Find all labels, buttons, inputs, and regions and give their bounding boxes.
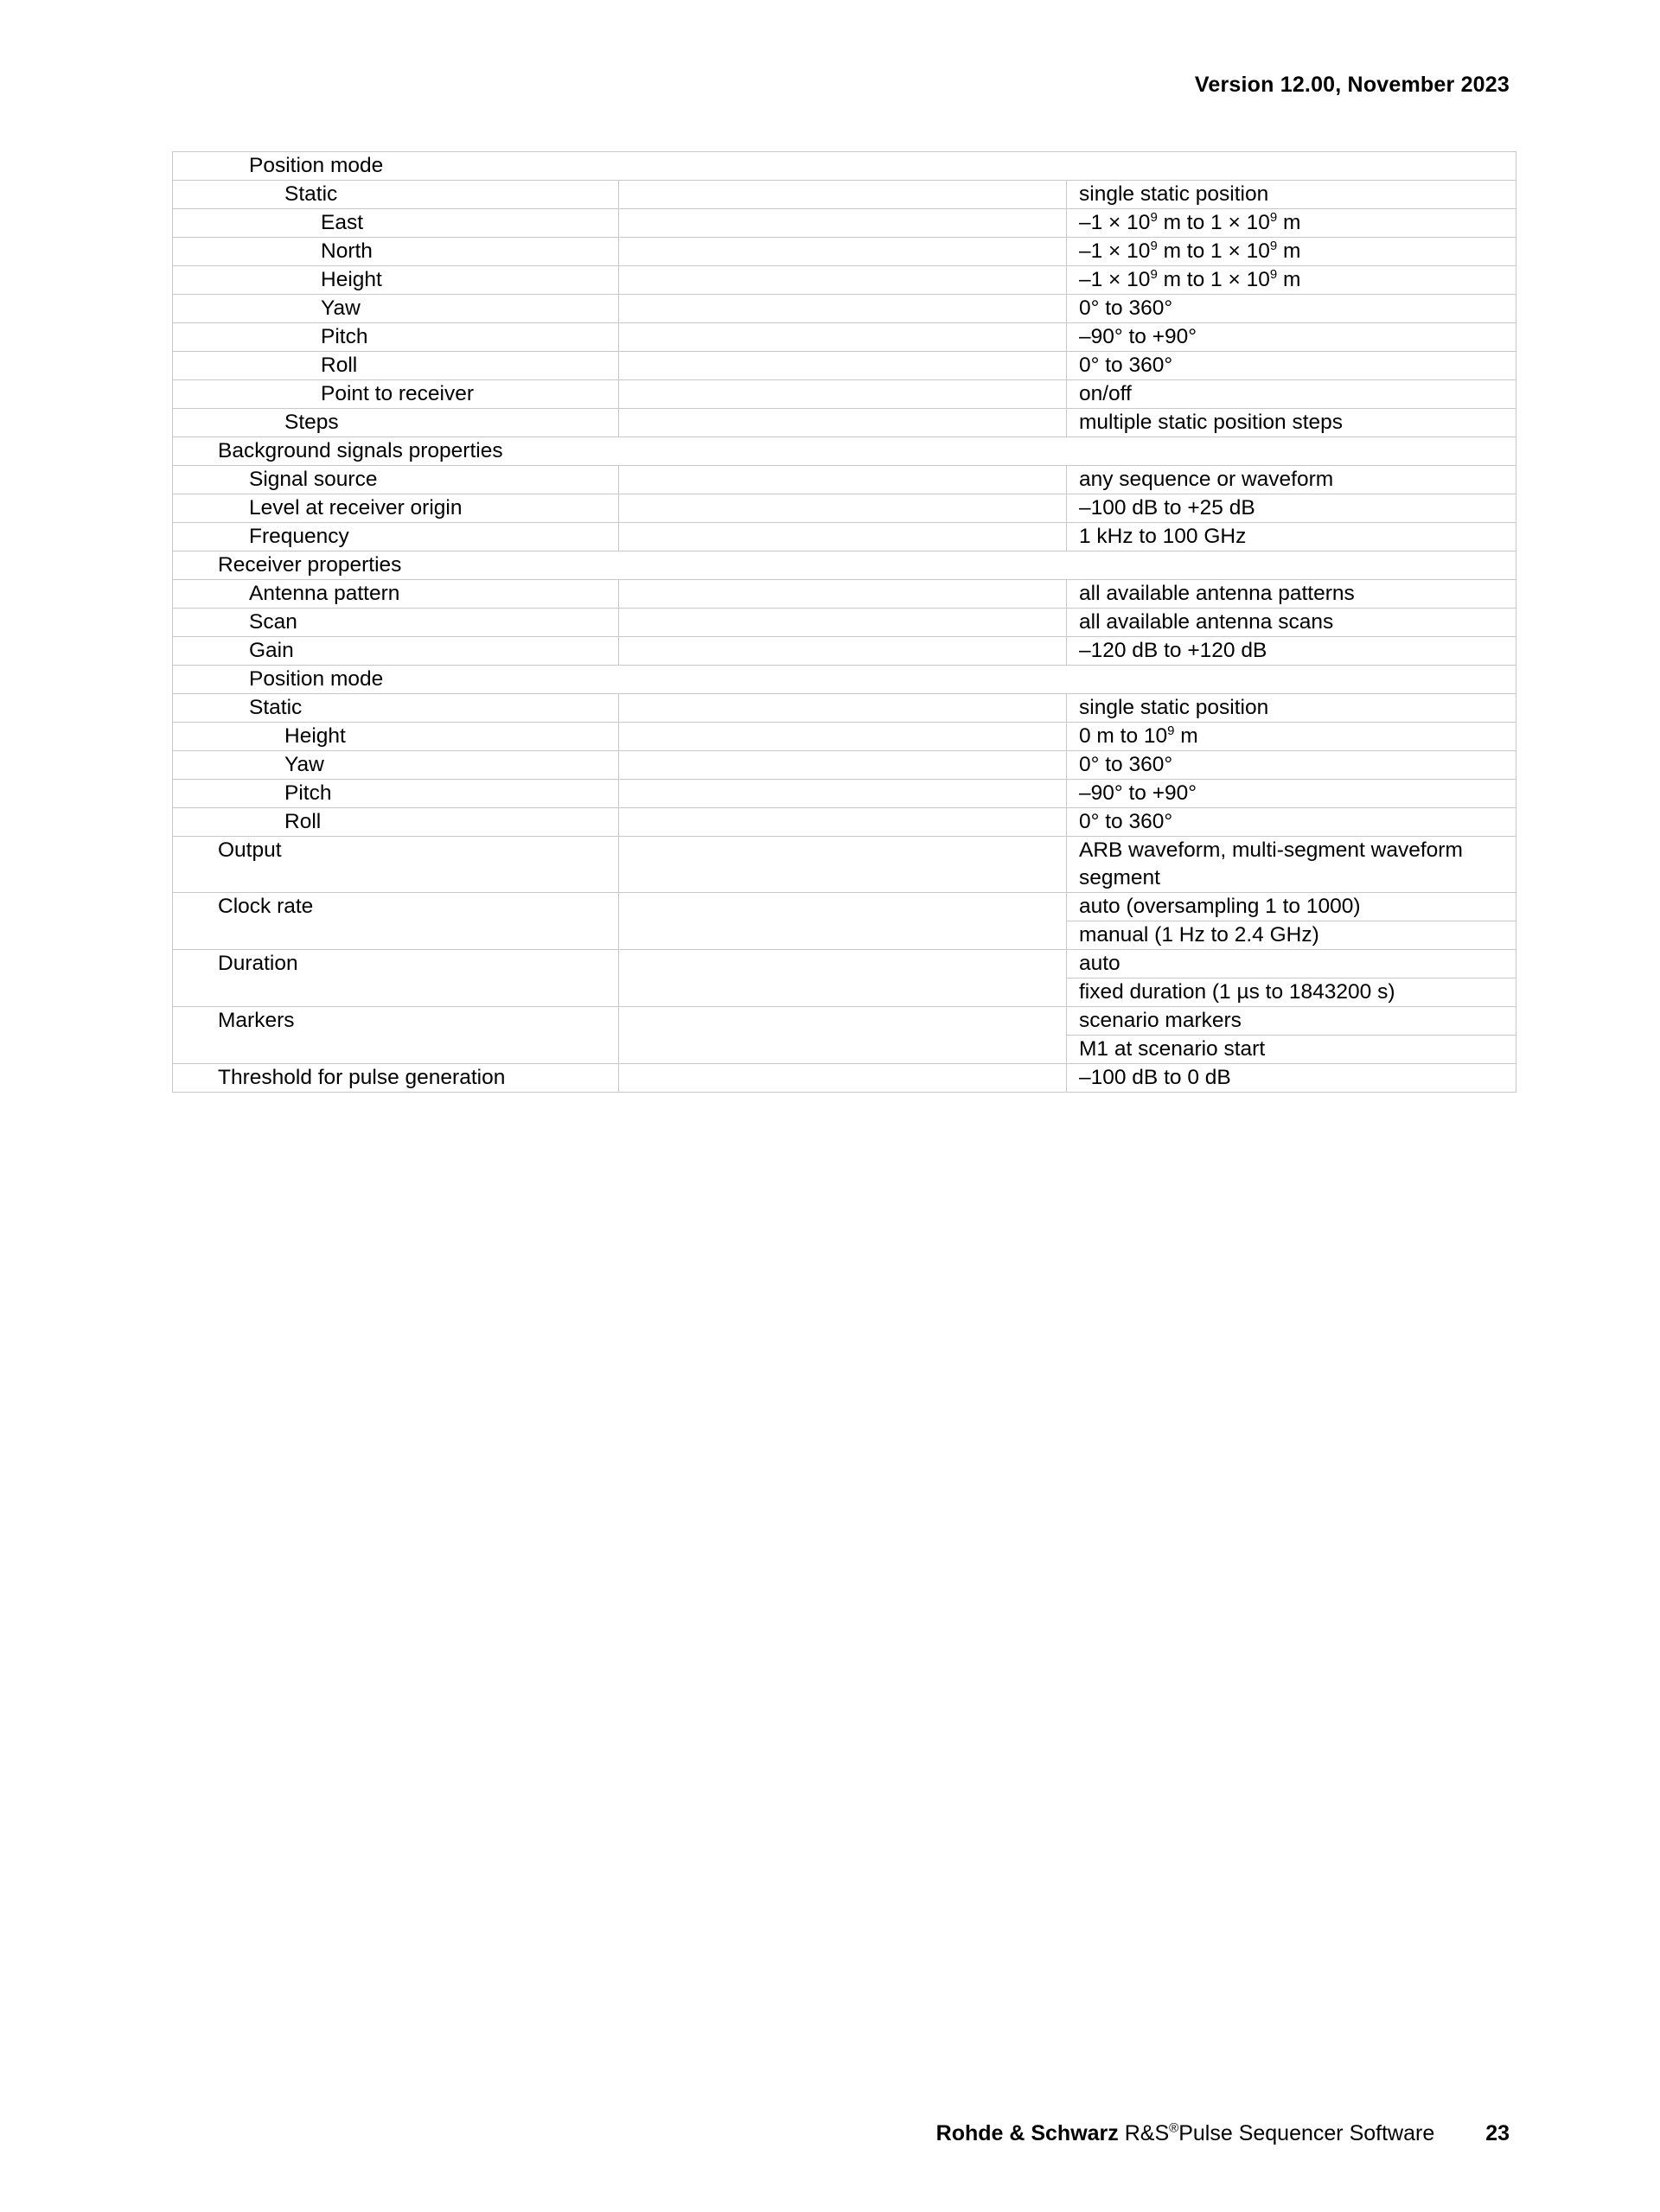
empty-cell <box>619 380 1067 409</box>
footer-brand: Rohde & Schwarz <box>935 2121 1119 2145</box>
spec-value-text: 1 kHz to 100 GHz <box>1079 525 1247 548</box>
section-heading-cell <box>173 152 1516 181</box>
parameter-name: Gain <box>249 639 294 662</box>
parameter-name: Height <box>284 724 346 748</box>
parameter-cell <box>173 950 619 1007</box>
empty-cell <box>619 181 1067 209</box>
section-heading-cell <box>173 666 1516 694</box>
value-cell <box>1067 352 1516 380</box>
empty-cell <box>619 266 1067 295</box>
spec-value-part: m <box>1174 724 1198 748</box>
empty-cell <box>619 837 1067 893</box>
section-heading-cell <box>173 437 1516 466</box>
value-cell <box>1067 921 1516 950</box>
empty-cell <box>619 694 1067 723</box>
empty-cell <box>619 494 1067 523</box>
page-number: 23 <box>1485 2121 1510 2145</box>
spec-value-part: m to 1 × 10 <box>1157 239 1270 263</box>
value-cell <box>1067 323 1516 352</box>
parameter-name: Markers <box>218 1009 295 1032</box>
value-cell <box>1067 609 1516 637</box>
table-row <box>173 409 1516 437</box>
table-row <box>173 580 1516 609</box>
spec-value-text: auto <box>1079 952 1120 975</box>
spec-value-part: –1 × 10 <box>1079 211 1151 234</box>
parameter-cell <box>173 266 619 295</box>
spec-value-text: ARB waveform, multi-segment waveform segment <box>1079 838 1463 889</box>
spec-value-part: m to 1 × 10 <box>1157 268 1270 291</box>
value-cell <box>1067 466 1516 494</box>
empty-cell <box>619 723 1067 751</box>
table-row <box>173 694 1516 723</box>
value-cell <box>1067 580 1516 609</box>
spec-value-text: –90° to +90° <box>1079 781 1197 805</box>
spec-value-text: any sequence or waveform <box>1079 468 1334 491</box>
parameter-cell <box>173 409 619 437</box>
parameter-name: Pitch <box>284 781 332 805</box>
spec-value-part: –1 × 10 <box>1079 268 1151 291</box>
value-cell <box>1067 409 1516 437</box>
footer-product: R&S®Pulse Sequencer Software <box>1124 2120 1435 2145</box>
empty-cell <box>619 950 1067 1007</box>
parameter-name: Steps <box>284 411 339 434</box>
parameter-name: Height <box>321 268 382 291</box>
empty-cell <box>619 209 1067 238</box>
table-row <box>173 637 1516 666</box>
parameter-name: Output <box>218 838 282 862</box>
parameter-name: Yaw <box>284 753 324 776</box>
spec-value-text: 0° to 360° <box>1079 296 1173 320</box>
spec-value-text: 0° to 360° <box>1079 753 1173 776</box>
spec-value-text: fixed duration (1 µs to 1843200 s) <box>1079 980 1395 1004</box>
spec-value-text: –100 dB to 0 dB <box>1079 1066 1231 1089</box>
spec-value-text: 0° to 360° <box>1079 354 1173 377</box>
document-version-header: Version 12.00, November 2023 <box>1194 73 1510 97</box>
parameter-cell <box>173 181 619 209</box>
table-row <box>173 1064 1516 1093</box>
table-row <box>173 295 1516 323</box>
empty-cell <box>619 238 1067 266</box>
parameter-name: Background signals properties <box>218 439 503 462</box>
table-section-row <box>173 666 1516 694</box>
parameter-name: North <box>321 239 373 263</box>
parameter-name: Clock rate <box>218 895 314 918</box>
value-cell <box>1067 694 1516 723</box>
spec-value-text: M1 at scenario start <box>1079 1037 1266 1061</box>
parameter-cell <box>173 893 619 950</box>
spec-value-text: manual (1 Hz to 2.4 GHz) <box>1079 923 1319 947</box>
empty-cell <box>619 808 1067 837</box>
spec-value-text: –120 dB to +120 dB <box>1079 639 1267 662</box>
empty-cell <box>619 323 1067 352</box>
table-row <box>173 723 1516 751</box>
parameter-cell <box>173 523 619 551</box>
value-cell <box>1067 637 1516 666</box>
value-cell <box>1067 780 1516 808</box>
spec-value-text: on/off <box>1079 382 1132 405</box>
table-section-row <box>173 437 1516 466</box>
parameter-name: Duration <box>218 952 298 975</box>
parameter-name: East <box>321 211 364 234</box>
table-row <box>173 523 1516 551</box>
parameter-cell <box>173 751 619 780</box>
empty-cell <box>619 609 1067 637</box>
value-cell <box>1067 181 1516 209</box>
parameter-cell <box>173 295 619 323</box>
spec-value-part: m <box>1277 211 1301 234</box>
parameter-cell <box>173 837 619 893</box>
spec-value-text: –90° to +90° <box>1079 325 1197 348</box>
table-row <box>173 380 1516 409</box>
empty-cell <box>619 295 1067 323</box>
parameter-cell <box>173 352 619 380</box>
parameter-cell <box>173 580 619 609</box>
exponent: 9 <box>1269 266 1278 282</box>
parameter-name: Yaw <box>321 296 361 320</box>
specifications-table <box>172 151 1516 1093</box>
parameter-name: Threshold for pulse generation <box>218 1066 506 1089</box>
parameter-name: Signal source <box>249 468 378 491</box>
parameter-cell <box>173 209 619 238</box>
exponent: 9 <box>1269 238 1278 253</box>
parameter-cell <box>173 780 619 808</box>
spec-value-text: single static position <box>1079 182 1269 206</box>
spec-value-text: all available antenna scans <box>1079 610 1334 634</box>
table-row <box>173 751 1516 780</box>
parameter-cell <box>173 494 619 523</box>
specifications-table-body <box>173 152 1516 1093</box>
parameter-cell <box>173 637 619 666</box>
parameter-name: Roll <box>321 354 358 377</box>
value-cell <box>1067 1007 1516 1036</box>
exponent: 9 <box>1150 238 1158 253</box>
empty-cell <box>619 893 1067 950</box>
empty-cell <box>619 352 1067 380</box>
parameter-name: Roll <box>284 810 322 833</box>
value-cell <box>1067 837 1516 893</box>
spec-value-part: –1 × 10 <box>1079 239 1151 263</box>
table-section-row <box>173 551 1516 580</box>
table-row <box>173 494 1516 523</box>
parameter-cell <box>173 609 619 637</box>
empty-cell <box>619 580 1067 609</box>
parameter-cell <box>173 1007 619 1064</box>
parameter-cell <box>173 380 619 409</box>
exponent: 9 <box>1150 209 1158 225</box>
spec-value-text: all available antenna patterns <box>1079 582 1355 605</box>
parameter-cell <box>173 323 619 352</box>
spec-value-text: –100 dB to +25 dB <box>1079 496 1255 520</box>
parameter-cell <box>173 694 619 723</box>
value-cell <box>1067 751 1516 780</box>
table-row <box>173 837 1516 893</box>
parameter-name: Static <box>249 696 303 719</box>
parameter-name: Receiver properties <box>218 553 402 577</box>
value-cell <box>1067 523 1516 551</box>
parameter-name: Position mode <box>249 667 384 691</box>
spec-value-text: 0° to 360° <box>1079 810 1173 833</box>
parameter-cell <box>173 466 619 494</box>
exponent: 9 <box>1150 266 1158 282</box>
spec-value-part: m to 1 × 10 <box>1157 211 1270 234</box>
value-cell <box>1067 380 1516 409</box>
table-row <box>173 780 1516 808</box>
parameter-name: Position mode <box>249 154 384 177</box>
table-row <box>173 808 1516 837</box>
value-cell <box>1067 1064 1516 1093</box>
table-row <box>173 893 1516 921</box>
parameter-name: Point to receiver <box>321 382 475 405</box>
table-row <box>173 609 1516 637</box>
empty-cell <box>619 466 1067 494</box>
value-cell <box>1067 723 1516 751</box>
spec-value-text: single static position <box>1079 696 1269 719</box>
exponent: 9 <box>1269 209 1278 225</box>
table-row <box>173 323 1516 352</box>
empty-cell <box>619 1007 1067 1064</box>
parameter-name: Level at receiver origin <box>249 496 463 520</box>
spec-value-text: auto (oversampling 1 to 1000) <box>1079 895 1361 918</box>
value-cell <box>1067 893 1516 921</box>
parameter-name: Pitch <box>321 325 368 348</box>
parameter-name: Frequency <box>249 525 349 548</box>
table-row <box>173 950 1516 979</box>
value-cell <box>1067 295 1516 323</box>
table-row <box>173 466 1516 494</box>
table-row <box>173 181 1516 209</box>
spec-value-part: 0 m to 10 <box>1079 724 1168 748</box>
table-row <box>173 209 1516 238</box>
value-cell <box>1067 808 1516 837</box>
spec-value-text: scenario markers <box>1079 1009 1242 1032</box>
empty-cell <box>619 637 1067 666</box>
value-cell <box>1067 238 1516 266</box>
parameter-name: Scan <box>249 610 297 634</box>
parameter-cell <box>173 808 619 837</box>
parameter-cell <box>173 238 619 266</box>
empty-cell <box>619 409 1067 437</box>
value-cell <box>1067 1036 1516 1064</box>
spec-value-text: multiple static position steps <box>1079 411 1344 434</box>
empty-cell <box>619 751 1067 780</box>
exponent: 9 <box>1167 723 1175 738</box>
parameter-cell <box>173 1064 619 1093</box>
parameter-name: Antenna pattern <box>249 582 400 605</box>
table-section-row <box>173 152 1516 181</box>
table-row <box>173 238 1516 266</box>
parameter-name: Static <box>284 182 338 206</box>
value-cell <box>1067 266 1516 295</box>
value-cell <box>1067 209 1516 238</box>
page-footer <box>936 2121 1510 2146</box>
section-heading-cell <box>173 551 1516 580</box>
spec-value-part: m <box>1277 239 1301 263</box>
value-cell <box>1067 494 1516 523</box>
empty-cell <box>619 523 1067 551</box>
table-row <box>173 1007 1516 1036</box>
value-cell <box>1067 950 1516 979</box>
parameter-cell <box>173 723 619 751</box>
table-row <box>173 266 1516 295</box>
spec-value-part: m <box>1277 268 1301 291</box>
empty-cell <box>619 1064 1067 1093</box>
table-row <box>173 352 1516 380</box>
empty-cell <box>619 780 1067 808</box>
value-cell <box>1067 979 1516 1007</box>
